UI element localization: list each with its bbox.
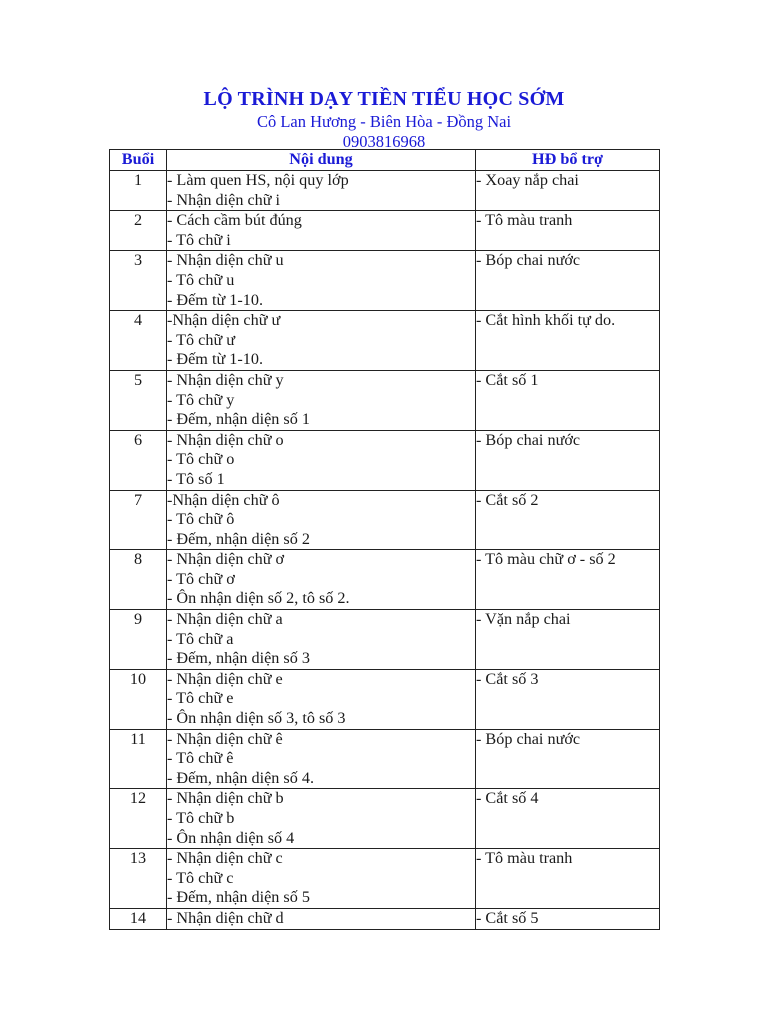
header-content: Nội dung [167, 150, 476, 171]
lesson-content-line: - Tô chữ i [167, 230, 231, 249]
table-row [110, 251, 660, 311]
support-activity-cell: - Tô màu tranh [476, 849, 660, 909]
lesson-content-line: - Tô chữ ơ [167, 569, 235, 588]
lesson-content-line: - Đếm từ 1-10. [167, 290, 263, 309]
header-session: Buổi [110, 150, 167, 171]
lesson-content-line: - Đếm, nhận diện số 2 [167, 529, 310, 548]
lesson-content-line: - Tô chữ ê [167, 749, 234, 768]
lesson-content-line: - Tô chữ o [167, 450, 235, 469]
lesson-content-cell [167, 311, 476, 371]
session-number: 12 [110, 789, 167, 849]
table-row [110, 908, 660, 929]
lesson-content-line: -Nhận diện chữ ư [167, 311, 281, 330]
table-body [110, 171, 660, 930]
table-row [110, 311, 660, 371]
lesson-content-line: - Ôn nhận diện số 3, tô số 3 [167, 709, 346, 728]
support-activity-cell: - Cắt số 3 [476, 669, 660, 729]
session-number: 4 [110, 311, 167, 371]
lesson-content-line: - Đếm, nhận diện số 5 [167, 888, 310, 907]
lesson-content-line: - Tô chữ ư [167, 330, 236, 349]
table-header-row [110, 150, 660, 171]
lesson-content-line: - Tô chữ a [167, 629, 234, 648]
lesson-content-line: - Nhận diện chữ e [167, 669, 283, 688]
session-number: 6 [110, 430, 167, 490]
lesson-content-line: - Nhận diện chữ ơ [167, 550, 285, 569]
author-line: Cô Lan Hương - Biên Hòa - Đồng Nai [256, 112, 512, 131]
lesson-content-line: - Đếm, nhận diện số 3 [167, 649, 310, 668]
lesson-content-line: - Ôn nhận diện số 4 [167, 828, 295, 847]
lesson-content-cell [167, 370, 476, 430]
table-row [110, 849, 660, 909]
lesson-content-cell [167, 669, 476, 729]
support-activity-cell: - Cắt số 5 [476, 908, 660, 929]
header-support-activity: HĐ bổ trợ [476, 150, 660, 171]
lesson-content-line: - Tô số 1 [167, 469, 225, 488]
support-activity-cell: - Cắt hình khối tự do. [476, 311, 660, 371]
page-title: LỘ TRÌNH DẠY TIỀN TIỂU HỌC SỚM [203, 88, 565, 110]
lesson-content-line: - Tô chữ ô [167, 510, 235, 529]
lesson-content-cell [167, 171, 476, 211]
lesson-content-cell [167, 211, 476, 251]
lesson-content-line: - Nhận diện chữ u [167, 251, 284, 270]
lesson-content-cell [167, 251, 476, 311]
lesson-content-line: - Nhận diện chữ d [167, 908, 284, 927]
session-number: 8 [110, 550, 167, 610]
table-row [110, 430, 660, 490]
lesson-content-cell [167, 610, 476, 670]
lesson-content-line: - Tô chữ e [167, 689, 234, 708]
table-row [110, 171, 660, 211]
lesson-content-line: - Tô chữ y [167, 390, 235, 409]
lesson-content-cell [167, 729, 476, 789]
session-number: 3 [110, 251, 167, 311]
session-number: 7 [110, 490, 167, 550]
lesson-content-line: - Nhận diện chữ y [167, 370, 284, 389]
support-activity-cell: - Tô màu tranh [476, 211, 660, 251]
table-row [110, 490, 660, 550]
document-header [0, 86, 768, 152]
support-activity-cell: - Vặn nắp chai [476, 610, 660, 670]
lesson-content-cell [167, 550, 476, 610]
lesson-content-line: - Nhận diện chữ c [167, 849, 283, 868]
lesson-content-line: - Ôn nhận diện số 2, tô số 2. [167, 589, 350, 608]
lesson-content-cell [167, 908, 476, 929]
lesson-content-cell [167, 490, 476, 550]
lesson-content-line: - Đếm, nhận diện số 1 [167, 410, 310, 429]
table-row [110, 610, 660, 670]
session-number: 14 [110, 908, 167, 929]
support-activity-cell: - Bóp chai nước [476, 729, 660, 789]
support-activity-cell: - Cắt số 2 [476, 490, 660, 550]
lesson-content-line: - Nhận diện chữ i [167, 190, 281, 209]
support-activity-cell: - Bóp chai nước [476, 430, 660, 490]
support-activity-cell: - Tô màu chữ ơ - số 2 [476, 550, 660, 610]
lesson-content-line: - Nhận diện chữ b [167, 789, 284, 808]
support-activity-cell: - Cắt số 4 [476, 789, 660, 849]
phone-number: 0903816968 [342, 132, 426, 151]
session-number: 10 [110, 669, 167, 729]
table-row [110, 370, 660, 430]
lesson-content-line: - Tô chữ b [167, 809, 235, 827]
support-activity-cell: - Bóp chai nước [476, 251, 660, 311]
lesson-content-cell [167, 849, 476, 909]
lesson-content-line: - Nhận diện chữ a [167, 610, 283, 629]
table-row [110, 550, 660, 610]
session-number: 11 [110, 729, 167, 789]
table-row [110, 211, 660, 251]
session-number: 5 [110, 370, 167, 430]
lesson-content-cell [167, 789, 476, 849]
table-row [110, 669, 660, 729]
table-row [110, 789, 660, 849]
table-row [110, 729, 660, 789]
session-number: 2 [110, 211, 167, 251]
lesson-content-line: - Tô chữ c [167, 868, 234, 887]
support-activity-cell: - Xoay nắp chai [476, 171, 660, 211]
lesson-content-line: - Đếm từ 1-10. [167, 350, 263, 369]
lesson-content-line: -Nhận diện chữ ô [167, 490, 280, 509]
session-number: 9 [110, 610, 167, 670]
lesson-plan-table [109, 149, 660, 930]
lesson-content-cell [167, 430, 476, 490]
session-number: 13 [110, 849, 167, 909]
lesson-content-line: - Cách cầm bút đúng [167, 211, 302, 230]
lesson-content-line: - Đếm, nhận diện số 4. [167, 768, 315, 787]
lesson-content-line: - Tô chữ u [167, 270, 235, 289]
support-activity-cell: - Cắt số 1 [476, 370, 660, 430]
lesson-content-line: - Làm quen HS, nội quy lớp [167, 171, 349, 189]
lesson-content-line: - Nhận diện chữ o [167, 430, 284, 449]
session-number: 1 [110, 171, 167, 211]
lesson-content-line: - Nhận diện chữ ê [167, 729, 283, 748]
